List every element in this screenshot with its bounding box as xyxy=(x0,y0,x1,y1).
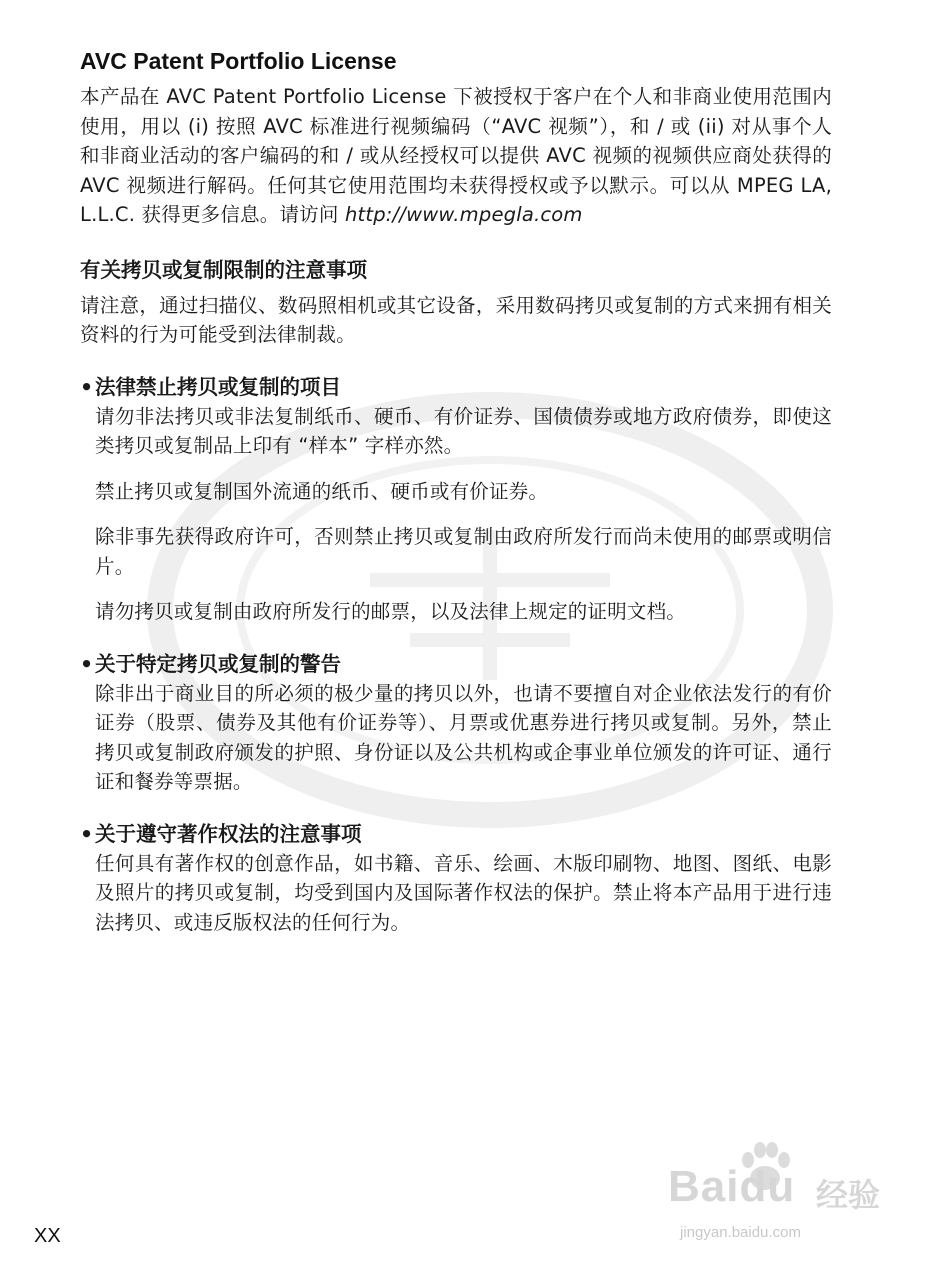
avc-license-title: AVC Patent Portfolio License xyxy=(80,48,397,74)
specific-copy-warning-heading xyxy=(80,649,832,679)
manual-page-content xyxy=(80,46,832,937)
prohibited-paragraph: 请勿拷贝或复制由政府所发行的邮票，以及法律上规定的证明文档。 xyxy=(95,600,687,623)
page-number: XX xyxy=(34,1225,61,1247)
mpegla-link[interactable]: http://www.mpegla.com xyxy=(344,203,583,226)
specific-copy-warning-paragraph: 除非出于商业目的所必须的极少量的拷贝以外，也请不要擅自对企业依法发行的有价证券（股票、债券及其他有价证券等）、月票或优惠券进行拷贝或复制。另外，禁止拷贝或复制政府颁发的护照、身份证以及公共机构或企事业单位颁发的许可证、通行证和餐券等票据。 xyxy=(95,681,832,793)
bullet-heading-text: 关于特定拷贝或复制的警告 xyxy=(95,651,341,676)
copy-notice-heading: 有关拷贝或复制限制的注意事项 xyxy=(80,257,367,282)
prohibited-items-section xyxy=(80,372,832,627)
avc-license-body: 本产品在 AVC Patent Portfolio License 下被授权于客户在个人和非商业使用范围内使用，用以 (i) 按照 AVC 标准进行视频编码（“AVC 视频”），和 / 或 (ii) 对从事个人和非商业活动的客户编码的和 / 或从经授权可以提供 AVC 视频的视频供应商处获得的 AVC 视频进行解码。任何其它使用范围均未获得授权或予以默示。可以从 MPEG LA, L.L.C. 获得更多信息。请访问 xyxy=(80,85,832,226)
bullet-dot: • xyxy=(80,651,94,676)
specific-copy-warning-section xyxy=(80,649,832,797)
jingyan-logo-text: 经验 xyxy=(816,1176,881,1214)
bullet-dot: • xyxy=(80,821,94,846)
copyright-law-section xyxy=(80,819,832,938)
prohibited-paragraph: 请勿非法拷贝或非法复制纸币、硬币、有价证券、国债债券或地方政府债券，即使这类拷贝或复制品上印有 “样本” 字样亦然。 xyxy=(95,404,832,457)
prohibited-items-heading xyxy=(80,372,832,402)
bullet-heading-text: 法律禁止拷贝或复制的项目 xyxy=(95,374,341,399)
copyright-law-paragraph: 任何具有著作权的创意作品，如书籍、音乐、绘画、木版印刷物、地图、图纸、电影及照片的拷贝或复制，均受到国内及国际著作权法的保护。禁止将本产品用于进行违法拷贝、或违反版权法的任何行为。 xyxy=(95,851,832,934)
baidu-logo-text: Baidu xyxy=(668,1162,796,1211)
baidu-jingyan-watermark xyxy=(660,1140,890,1260)
watermark-url: jingyan.baidu.com xyxy=(680,1224,801,1241)
prohibited-paragraph: 除非事先获得政府许可，否则禁止拷贝或复制由政府所发行而尚未使用的邮票或明信片。 xyxy=(95,525,832,578)
bullet-heading-text: 关于遵守著作权法的注意事项 xyxy=(95,821,362,846)
bullet-dot: • xyxy=(80,374,94,399)
copyright-law-heading xyxy=(80,819,832,849)
copy-notice-intro: 请注意，通过扫描仪、数码照相机或其它设备，采用数码拷贝或复制的方式来拥有相关资料的行为可能受到法律制裁。 xyxy=(80,293,832,346)
prohibited-paragraph: 禁止拷贝或复制国外流通的纸币、硬币或有价证券。 xyxy=(95,479,549,503)
avc-license-text xyxy=(80,82,832,230)
